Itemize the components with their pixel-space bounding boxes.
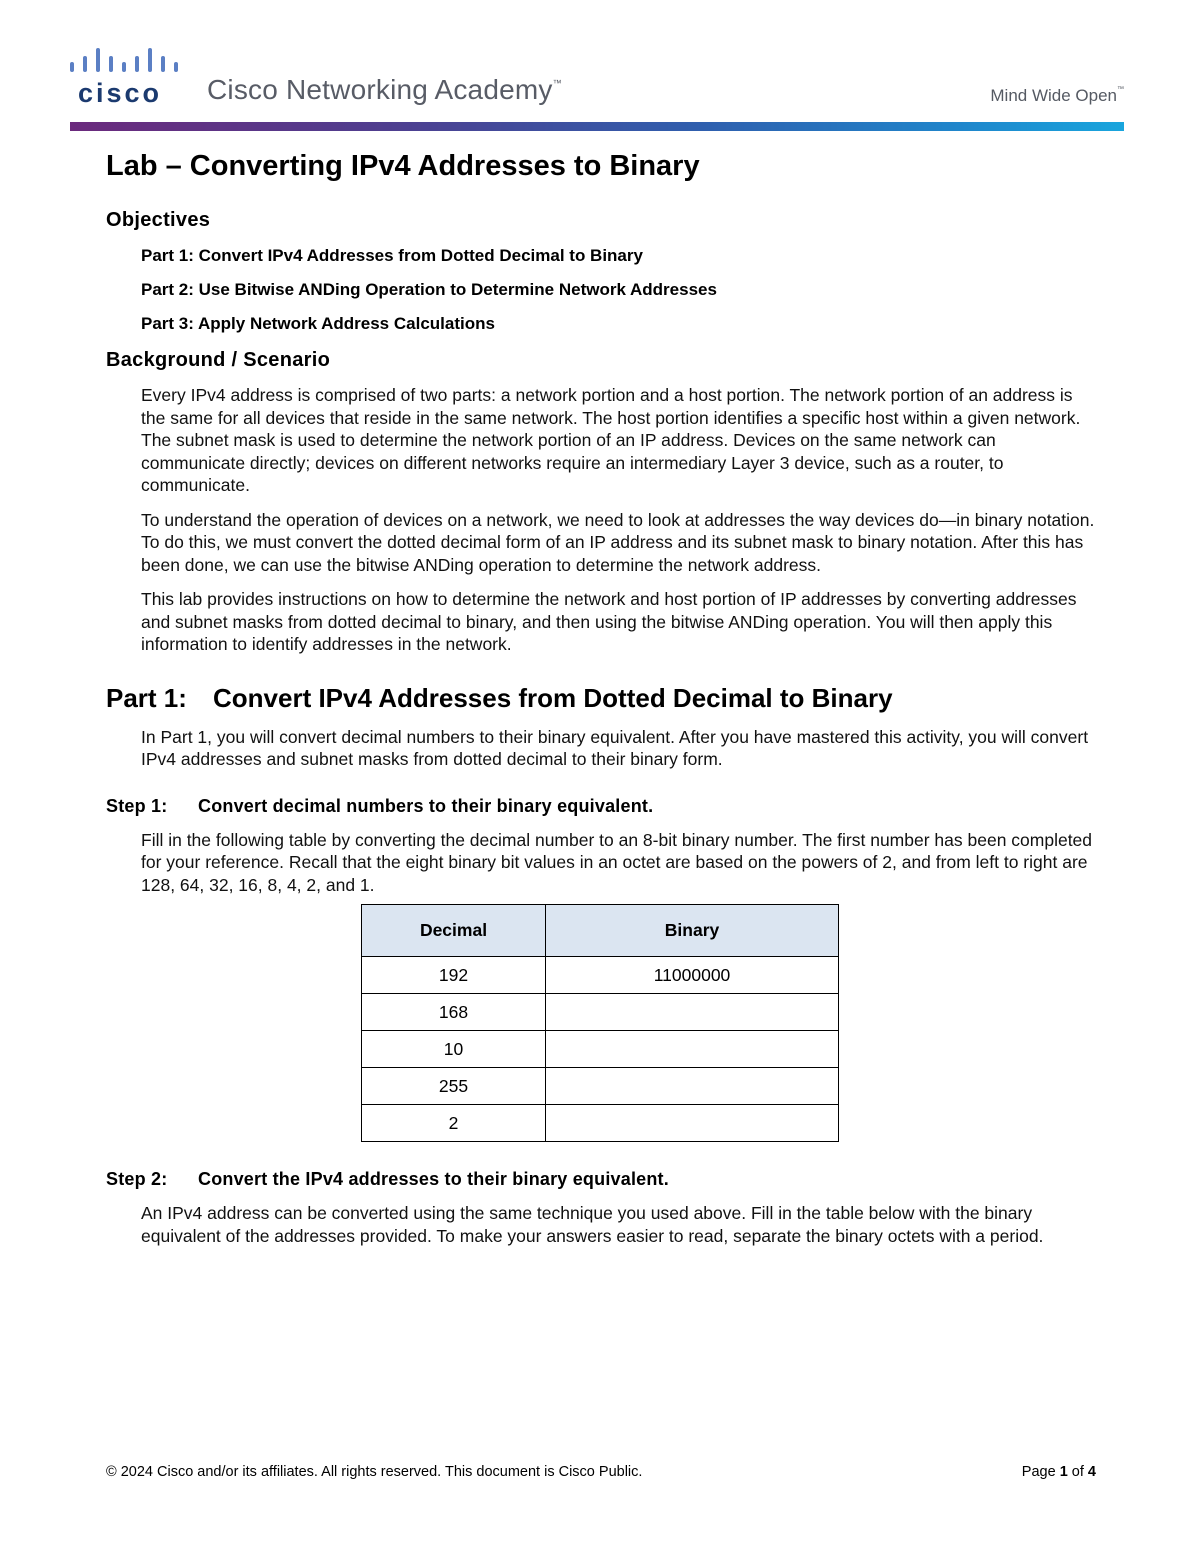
column-header-decimal: Decimal: [362, 905, 546, 957]
background-heading: Background / Scenario: [106, 349, 331, 371]
table-row: [362, 1068, 839, 1105]
binary-cell: 11000000: [546, 957, 839, 994]
table-row: [362, 994, 839, 1031]
decimal-cell: 168: [362, 994, 546, 1031]
academy-name: Cisco Networking Academy™: [207, 74, 562, 105]
column-header-binary: Binary: [546, 905, 839, 957]
page-number: Page 1 of 4: [1021, 1464, 1096, 1480]
decimal-cell: 255: [362, 1068, 546, 1105]
objectives-list: [141, 246, 1100, 334]
table-row: [362, 957, 839, 994]
binary-cell[interactable]: [546, 1105, 839, 1142]
decimal-binary-table: [361, 904, 839, 1142]
tagline: Mind Wide Open™: [990, 86, 1124, 105]
table-row: [362, 1031, 839, 1068]
copyright-text: © 2024 Cisco and/or its affiliates. All rights reserved. This document is Cisco Public.: [106, 1464, 643, 1480]
cisco-logo-bars-icon: [69, 46, 179, 76]
background-paragraph: This lab provides instructions on how to determine the network and host portion of IP addresses by converting addresses and subnet masks from dotted decimal to binary, and then using the bitwise ANDing operation. You will then apply this information to identify addresses in the network.: [141, 589, 1077, 654]
part1-intro: In Part 1, you will convert decimal numbers to their binary equivalent. After you have mastered this activity, you will convert IPv4 addresses and subnet masks from dotted decimal to their binary form.: [141, 726, 1089, 769]
step2-heading: Step 2: Convert the IPv4 addresses to their binary equivalent.: [106, 1169, 669, 1189]
page-footer: [106, 1464, 1096, 1480]
background-paragraph: Every IPv4 address is comprised of two parts: a network portion and a host portion. The network portion of an address is the same for all devices that reside in the same network. The host portion identifies a specific host within a given network. The subnet mask is used to determine the network portion of an IP address. Devices on the same network can communicate directly; devices on different networks require an intermediary Layer 3 device, such as a router, to communicate.: [141, 385, 1081, 495]
page-title: Lab – Converting IPv4 Addresses to Binary: [106, 150, 700, 182]
header-gradient-rule: [70, 122, 1124, 131]
step1-text: Fill in the following table by converting the decimal number to an 8-bit binary number. The first number has been completed for your reference. Recall that the eight binary bit values in an octet are based on the powers of 2, and from left to right are 128, 64, 32, 16, 8, 4, 2, and 1.: [141, 829, 1093, 895]
objectives-heading: Objectives: [106, 209, 211, 231]
decimal-cell: 10: [362, 1031, 546, 1068]
step1-heading: Step 1: Convert decimal numbers to their binary equivalent.: [106, 795, 654, 816]
part1-heading: Part 1: Convert IPv4 Addresses from Dotted Decimal to Binary: [106, 682, 893, 713]
table-header-row: [362, 905, 839, 957]
objective-item: Part 3: Apply Network Address Calculations: [141, 314, 495, 333]
binary-cell[interactable]: [546, 994, 839, 1031]
background-paragraph: To understand the operation of devices on a network, we need to look at addresses the way devices do—in binary notation. To do this, we must convert the dotted decimal form of an IP address and its subnet mask to binary notation. After this has been done, we can use the bitwise ANDing operation to determine the network address.: [141, 509, 1095, 575]
table-row: [362, 1105, 839, 1142]
binary-cell[interactable]: [546, 1031, 839, 1068]
binary-cell[interactable]: [546, 1068, 839, 1105]
cisco-logo-text: cisco: [78, 78, 163, 108]
objective-item: Part 2: Use Bitwise ANDing Operation to Determine Network Addresses: [141, 280, 717, 299]
document-body: [106, 146, 1100, 1247]
page-header: [0, 0, 1200, 140]
objective-item: Part 1: Convert IPv4 Addresses from Dotted Decimal to Binary: [141, 246, 643, 265]
decimal-cell: 192: [362, 957, 546, 994]
step2-text: An IPv4 address can be converted using the same technique you used above. Fill in the table below with the binary equivalent of the addresses provided. To make your answers easier to read, separate the binary octets with a period.: [141, 1203, 1044, 1246]
decimal-cell: 2: [362, 1105, 546, 1142]
